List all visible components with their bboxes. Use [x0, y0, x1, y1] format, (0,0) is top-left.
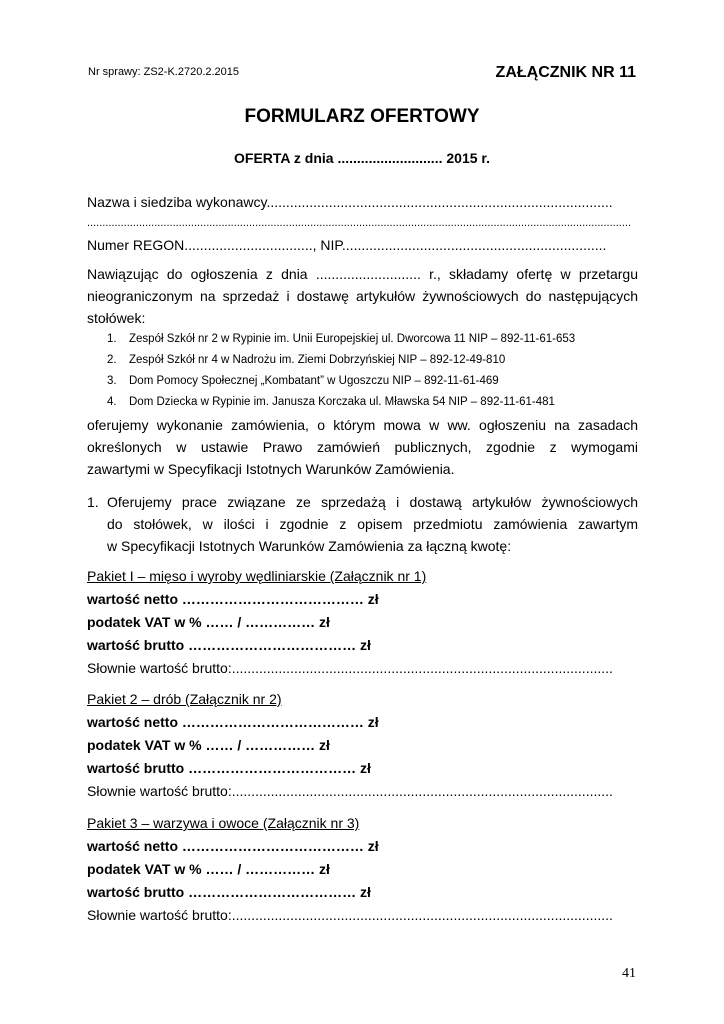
intro-line: stołówek: [87, 310, 146, 326]
list-item-text: Dom Pomocy Społecznej „Kombatant” w Ugoszczu NIP – 892-11-61-469 [129, 375, 499, 387]
net-value-line: wartość netto ………………………………… zł [87, 591, 379, 607]
case-number: Nr sprawy: ZS2-K.2720.2.2015 [88, 66, 240, 78]
intro-paragraph [87, 263, 638, 329]
amount-in-words-line: Słownie wartość brutto:.................................................................................................. [87, 783, 613, 799]
contractor-continuation-line: .................................................................................................................................................................................. [87, 217, 631, 229]
regon-nip-line: Numer REGON................................., NIP.................................................................... [87, 237, 607, 253]
list-item-number: 3. [107, 375, 117, 387]
annex-label: ZAŁĄCZNIK NR 11 [495, 64, 636, 81]
vat-line: podatek VAT w % …… / …………… zł [87, 614, 330, 630]
list-item-number: 4. [107, 396, 117, 408]
offer-line: oferujemy wykonanie zamówienia, o którym mowa w ww. ogłoszeniu na zasadach [87, 417, 638, 433]
page-number: 41 [622, 966, 636, 981]
contractor-name-line: Nazwa i siedziba wykonawcy......................................................................................... [87, 194, 613, 210]
point-line: Oferujemy prace związane ze sprzedażą i dostawą artykułów żywnościowych [107, 494, 638, 510]
net-value-line: wartość netto ………………………………… zł [87, 838, 379, 854]
form-title: FORMULARZ OFERTOWY [244, 106, 480, 127]
vat-line: podatek VAT w % …… / …………… zł [87, 737, 330, 753]
amount-in-words-line: Słownie wartość brutto:.................................................................................................. [87, 907, 613, 923]
intro-line: nieograniczonym na sprzedaż i dostawę artykułów żywnościowych do następujących [87, 288, 638, 304]
gross-value-line: wartość brutto ……………………………… zł [87, 637, 371, 653]
offer-line: określonych w ustawie Prawo zamówień publicznych, zgodnie z wymogami [87, 439, 638, 455]
list-item-text: Zespół Szkół nr 2 w Rypinie im. Unii Europejskiej ul. Dworcowa 11 NIP – 892-11-61-653 [129, 333, 576, 345]
gross-value-line: wartość brutto ……………………………… zł [87, 760, 371, 776]
gross-value-line: wartość brutto ……………………………… zł [87, 884, 371, 900]
list-item-number: 2. [107, 354, 117, 366]
point-number: 1. [87, 494, 99, 510]
offer-line: zawartymi w Specyfikacji Istotnych Warunków Zamówienia. [87, 461, 455, 477]
package-heading: Pakiet 2 – drób (Załącznik nr 2) [87, 691, 282, 707]
point-line: w Specyfikacji Istotnych Warunków Zamówienia za łączną kwotę: [107, 538, 512, 554]
point-line: do stołówek, w ilości i zgodnie z opisem przedmiotu zamówienia zawartym [107, 516, 638, 532]
point-1 [87, 491, 638, 557]
intro-line: Nawiązując do ogłoszenia z dnia ........................... r., składamy ofertę w przetargu [87, 266, 638, 282]
net-value-line: wartość netto ………………………………… zł [87, 714, 379, 730]
offer-date-line: OFERTA z dnia ........................... 2015 r. [234, 150, 490, 166]
list-item-text: Zespół Szkół nr 4 w Nadrożu im. Ziemi Dobrzyńskiej NIP – 892-12-49-810 [129, 354, 506, 366]
package-heading: Pakiet 3 – warzywa i owoce (Załącznik nr 3) [87, 815, 360, 831]
list-item-number: 1. [107, 333, 117, 345]
vat-line: podatek VAT w % …… / …………… zł [87, 861, 330, 877]
amount-in-words-line: Słownie wartość brutto:.................................................................................................. [87, 660, 613, 676]
offer-paragraph [87, 414, 638, 480]
list-item-text: Dom Dziecka w Rypinie im. Janusza Korczaka ul. Mławska 54 NIP – 892-11-61-481 [129, 396, 555, 408]
package-heading: Pakiet I – mięso i wyroby wędliniarskie (Załącznik nr 1) [87, 568, 427, 584]
